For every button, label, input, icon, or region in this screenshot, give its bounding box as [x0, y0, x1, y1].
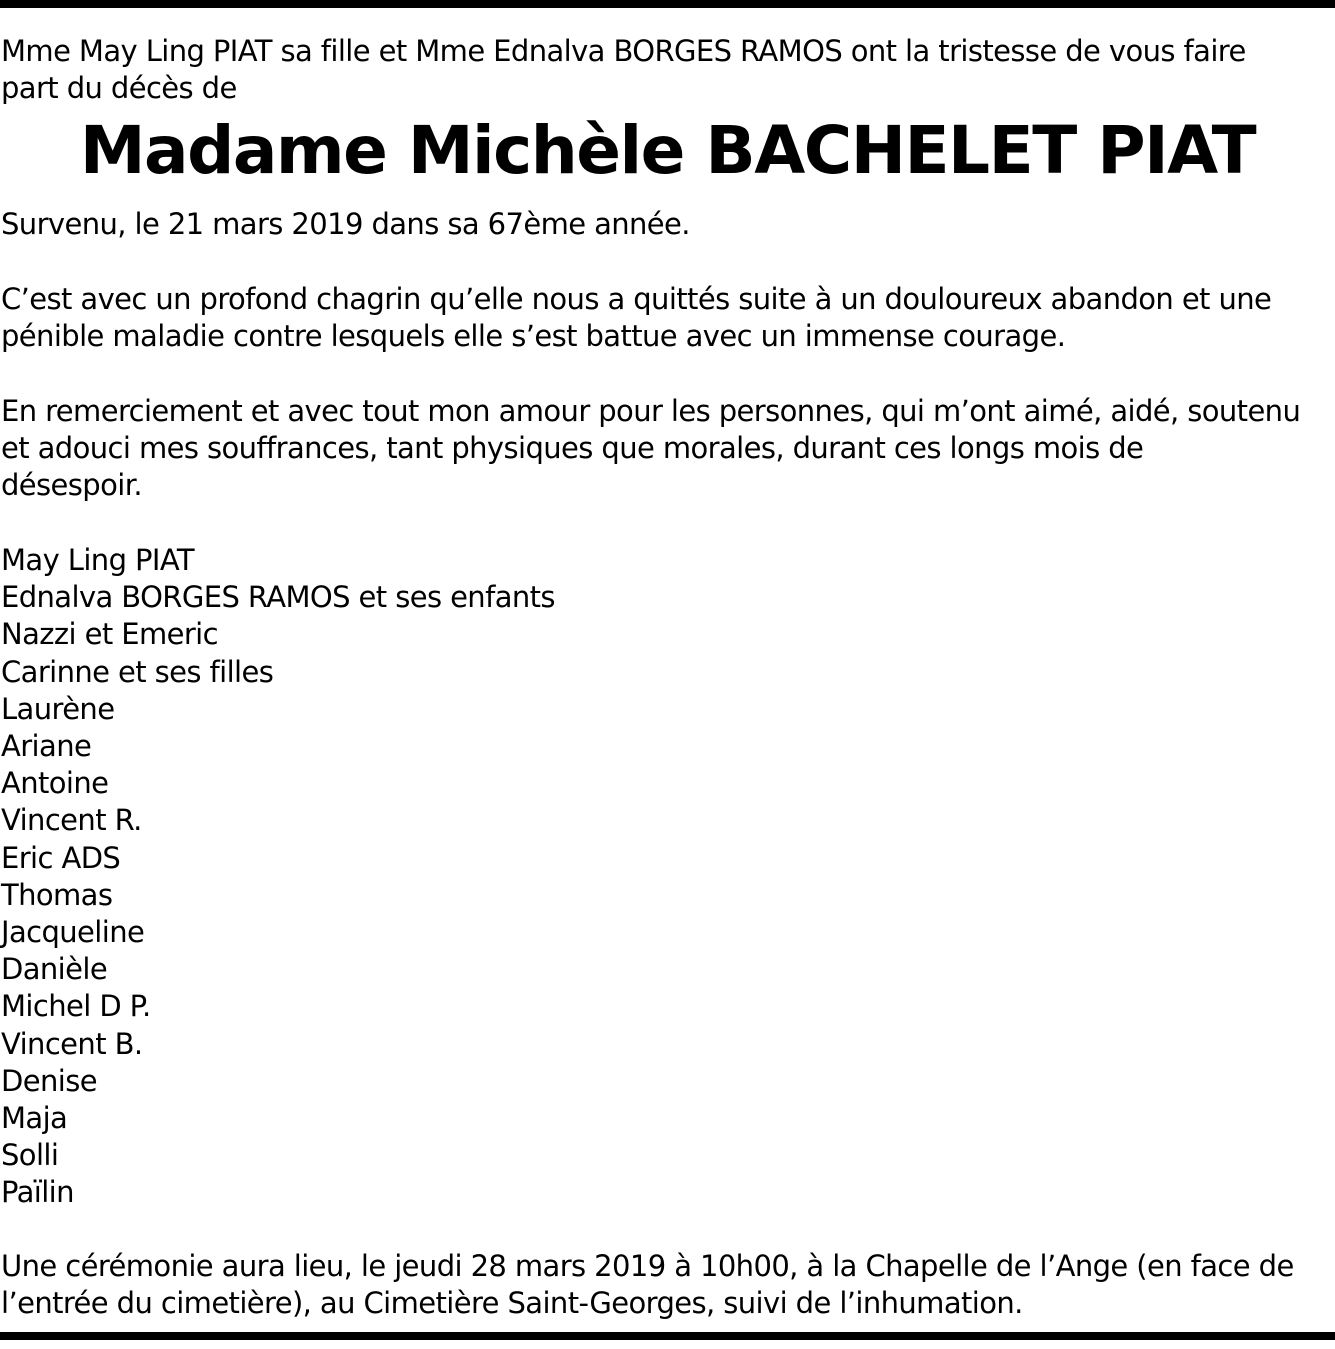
signatory-item: May Ling PIAT [1, 543, 194, 577]
signatory-item: Ednalva BORGES RAMOS et ses enfants [1, 580, 555, 615]
date-of-death-paragraph: Survenu, le 21 mars 2019 dans sa 67ème année. [1, 207, 690, 241]
signatory-item: Païlin [1, 1175, 74, 1210]
signatory-item: Carinne et ses filles [1, 654, 274, 689]
signatory-item: Michel D P. [1, 989, 151, 1024]
signatory-item: Ariane [1, 729, 92, 764]
top-border-rule [0, 0, 1335, 8]
bottom-border-rule [0, 1332, 1335, 1340]
deceased-name-heading: Madame Michèle BACHELET PIAT [79, 112, 1256, 189]
signatory-item: Eric ADS [1, 840, 121, 875]
signatory-item: Antoine [1, 766, 109, 801]
intro-announcement: Mme May Ling PIAT sa fille et Mme Ednalva BORGES RAMOS ont la tristesse de vous faire part du décès de [1, 34, 1246, 105]
signatories-list [1, 542, 555, 1212]
signatory-item: Solli [1, 1138, 59, 1173]
signatory-item: Vincent R. [1, 803, 142, 838]
signatory-item: Thomas [1, 877, 113, 912]
sorrow-paragraph: C’est avec un profond chagrin qu’elle nous a quittés suite à un douloureux abandon et une pénible maladie contre lesquels elle s’est battue avec un immense courage. [1, 282, 1272, 353]
signatory-item: Nazzi et Emeric [1, 617, 218, 652]
signatory-item: Vincent B. [1, 1026, 143, 1061]
signatory-item: Laurène [1, 691, 115, 726]
thanks-paragraph: En remerciement et avec tout mon amour pour les personnes, qui m’ont aimé, aidé, soutenu et adouci mes souffrances, tant physiques que morales, durant ces longs mois de désespoir. [1, 394, 1301, 502]
signatory-item: Jacqueline [1, 915, 145, 950]
ceremony-paragraph: Une cérémonie aura lieu, le jeudi 28 mars 2019 à 10h00, à la Chapelle de l’Ange (en face de l’entrée du cimetière), au Cimetière Saint-Georges, suivi de l’inhumation. [1, 1249, 1294, 1320]
signatory-item: Danièle [1, 952, 108, 987]
signatory-item: Maja [1, 1101, 68, 1136]
signatory-item: Denise [1, 1063, 97, 1098]
